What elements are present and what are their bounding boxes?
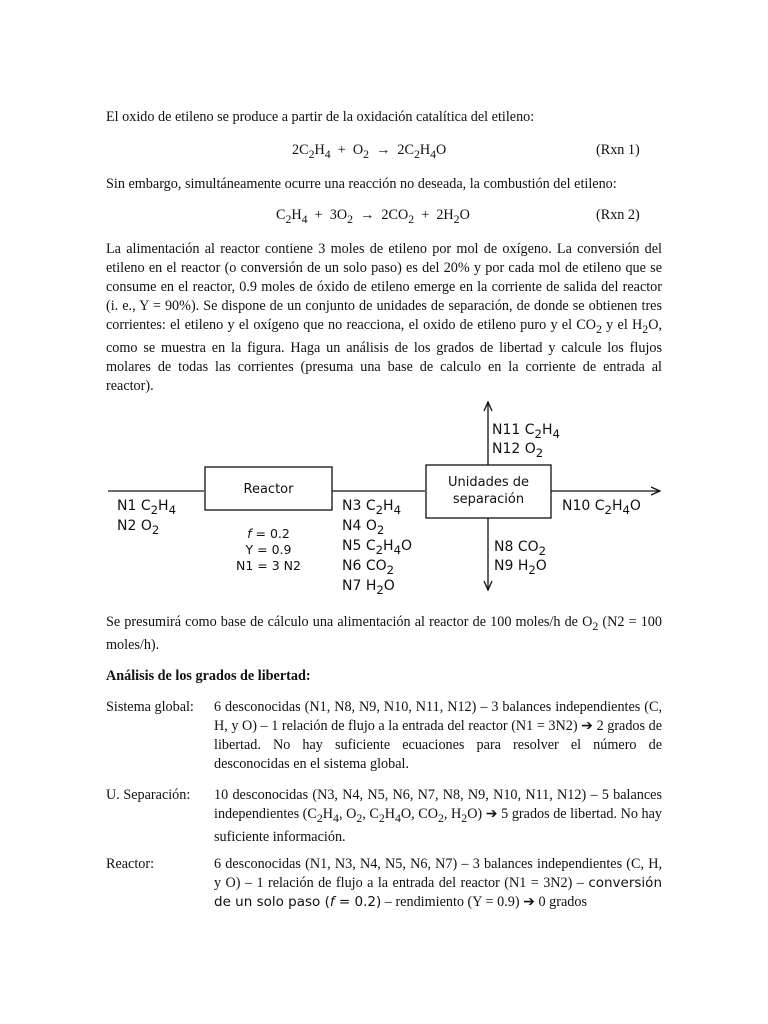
reaction-2-label: (Rxn 2): [596, 207, 640, 223]
condition-feed-ratio: N1 = 3 N2: [236, 558, 301, 573]
dof-separation-text: 10 desconocidas (N3, N4, N5, N6, N7, N8, N9, N10, N11, N12) – 5 balances independientes ($C_2H_4$, $O_2$, $C_2H_4O$, $CO_2$, $H_2O$) ➔ 5 grados de libertad. No hay suficiente información.: [214, 787, 662, 845]
reaction-1-equation: $2C_2H_4 + O_2 \to 2C_2H_4O$: [292, 142, 447, 161]
dof-global-text: 6 desconocidas (N1, N8, N9, N10, N11, N12) – 3 balances independientes (C, H, y O) – 1 relación de flujo a la entrada del reactor (N1 = 3N2) ➔ 2 grados de libertad. No hay suficiente ecuaciones para resolver el número de desconocidas en el sistema global.: [214, 699, 662, 772]
reaction-1-label: (Rxn 1): [596, 142, 640, 158]
dof-title: Análisis de los grados de libertad:: [106, 668, 311, 684]
problem-statement: La alimentación al reactor contiene 3 moles de etileno por mol de oxígeno. La conversión del etileno en el reactor (o conversión de un solo paso) es del 20% y por cada mol de etileno que se consume en el reactor, 0.9 moles de óxido de etileno emerge en la corriente de salida del reactor (i. e., Y = 90%). Se dispone de un conjunto de unidades de separación, de donde se obtienen tres corrientes: el etileno y el oxígeno que no reacciona, el oxido de etileno puro y el $CO_2$ y el $H_2O$, como se muestra en la figura. Haga un análisis de los grados de libertad y calcule los flujos molares de todas las corrientes (presuma una base de calculo en la corriente de entrada al reactor).: [106, 241, 662, 394]
stream-label-n11: N11 $C_2H_4$: [492, 422, 560, 441]
stream-label-n10: N10 $C_2H_4O$: [562, 498, 641, 517]
reaction-2-equation: $C_2H_4 + 3O_2 \to 2CO_2 + 2H_2O$: [276, 207, 470, 226]
stream-label-n4: N4 $O_2$: [342, 518, 385, 537]
dof-global-label: Sistema global:: [106, 699, 194, 715]
stream-label-n9: N9 $H_2O$: [494, 558, 547, 577]
condition-conversion: f = 0.2: [247, 526, 290, 541]
stream-label-n7: N7 $H_2O$: [342, 578, 395, 597]
dof-separation-label: U. Separación:: [106, 787, 191, 803]
undesired-reaction-text: Sin embargo, simultáneamente ocurre una reacción no deseada, la combustión del etileno:: [106, 176, 617, 192]
stream-label-n2: N2 $O_2$: [117, 518, 160, 537]
stream-label-n6: N6 $CO_2$: [342, 558, 395, 577]
condition-yield: Y = 0.9: [245, 542, 292, 557]
separation-label-line-2: separación: [452, 492, 525, 507]
stream-label-n8: N8 $CO_2$: [494, 539, 547, 558]
calculation-basis: Se presumirá como base de cálculo una alimentación al reactor de 100 moles/h de $O_2$ (N2 = 100 moles/h).: [106, 614, 662, 653]
stream-label-n1: N1 $C_2H_4$: [117, 498, 176, 517]
intro-text: El oxido de etileno se produce a partir de la oxidación catalítica del etileno:: [106, 109, 535, 125]
dof-reactor-label: Reactor:: [106, 856, 155, 872]
stream-label-n5: N5 $C_2H_4O$: [342, 538, 413, 557]
stream-label-n12: N12 $O_2$: [492, 441, 544, 460]
reactor-label: Reactor: [243, 482, 294, 497]
stream-label-n3: N3 $C_2H_4$: [342, 498, 401, 517]
separation-label-line-1: Unidades de: [448, 475, 529, 490]
dof-reactor-text: 6 desconocidas (N1, N3, N4, N5, N6, N7) – 3 balances independientes (C, H, y O) – 1 relación de flujo a la entrada del reactor (N1 = 3N2) – conversión de un solo paso (f = 0.2) – rendimiento (Y = 0.9) ➔ 0 grados: [214, 856, 662, 910]
